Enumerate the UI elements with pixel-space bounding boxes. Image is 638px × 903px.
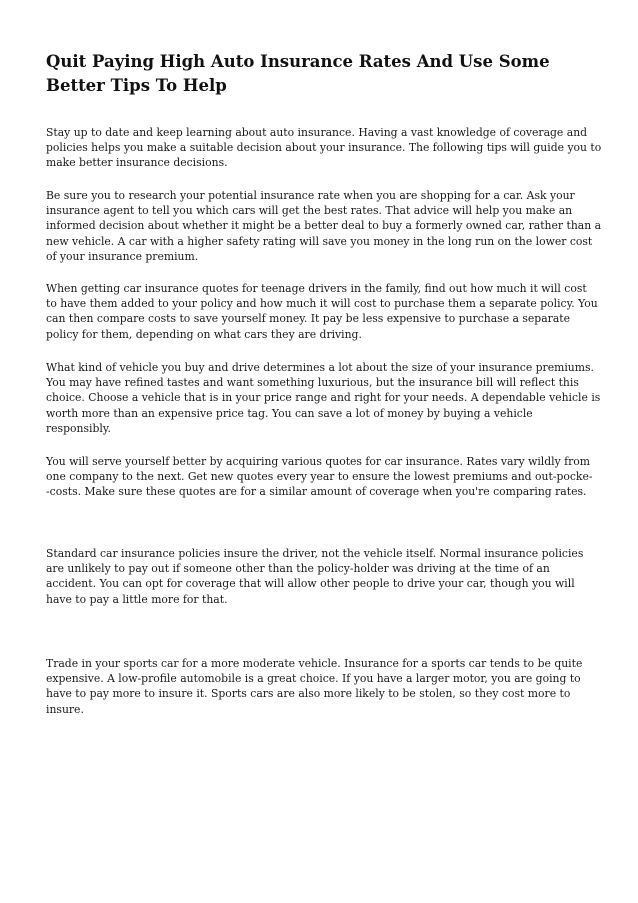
paragraph-line: choice. Choose a vehicle that is in your price range and right for your needs. A dependable vehicle is [46, 391, 601, 405]
paragraph-line: to have them added to your policy and how much it will cost to purchase them a separate policy. You [46, 297, 598, 311]
paragraph-line: Standard car insurance policies insure the driver, not the vehicle itself. Normal insurance policies [46, 547, 584, 560]
paragraph-7 [46, 656, 598, 717]
paragraph-line: can then compare costs to save yourself money. It pay be less expensive to purchase a separate [46, 312, 570, 326]
paragraph-line: have to pay a little more for that. [46, 592, 228, 606]
paragraph-line: of your insurance premium. [46, 249, 199, 263]
paragraph-line: -costs. Make sure these quotes are for a similar amount of coverage when you're comparing rates. [46, 485, 587, 499]
paragraph-line: make better insurance decisions. [46, 156, 228, 170]
paragraph-6 [46, 546, 598, 607]
paragraph-1 [46, 125, 602, 171]
paragraph-line: insurance agent to tell you which cars will get the best rates. That advice will help you make an [46, 204, 573, 218]
paragraph-line: Trade in your sports car for a more moderate vehicle. Insurance for a sports car tends to be quite [46, 657, 583, 670]
paragraph-line: informed decision about whether it might be a better deal to buy a formerly owned car, rather than a [46, 219, 602, 233]
paragraph-line: one company to the next. Get new quotes every year to ensure the lowest premiums and out-pocke- [46, 470, 593, 484]
paragraph-line: Be sure you to research your potential insurance rate when you are shopping for a car. Ask your [46, 189, 575, 202]
paragraph-line: What kind of vehicle you buy and drive determines a lot about the size of your insurance premiums. [46, 361, 594, 374]
paragraph-line: accident. You can opt for coverage that will allow other people to drive your car, though you will [46, 577, 575, 591]
paragraph-line: worth more than an expensive price tag. You can save a lot of money by buying a vehicle [46, 406, 533, 420]
paragraph-line: You will serve yourself better by acquiring various quotes for car insurance. Rates vary wildly from [46, 455, 591, 468]
paragraph-3 [46, 281, 598, 342]
paragraph-line: You may have refined tastes and want something luxurious, but the insurance bill will reflect this [46, 376, 579, 390]
paragraph-line: When getting car insurance quotes for teenage drivers in the family, find out how much it will cost [46, 282, 587, 295]
paragraph-line: policies helps you make a suitable decision about your insurance. The following tips will guide you to [46, 141, 602, 155]
paragraph-line: responsibly. [46, 421, 111, 435]
paragraph-5 [46, 454, 598, 500]
paragraph-line: expensive. A low-profile automobile is a great choice. If you have a larger motor, you are going to [46, 672, 581, 686]
paragraph-line: have to pay more to insure it. Sports cars are also more likely to be stolen, so they cost more to [46, 687, 571, 701]
paragraph-line: insure. [46, 702, 84, 716]
paragraph-line: policy for them, depending on what cars they are driving. [46, 327, 362, 341]
title-line: Quit Paying High Auto Insurance Rates And Use Some [46, 52, 550, 71]
paragraph-line: new vehicle. A car with a higher safety rating will save you money in the long run on the lower cost [46, 234, 593, 248]
paragraph-line: Stay up to date and keep learning about auto insurance. Having a vast knowledge of coverage and [46, 126, 588, 139]
paragraph-2 [46, 188, 602, 264]
title-line: Better Tips To Help [46, 76, 227, 95]
paragraph-line: are unlikely to pay out if someone other than the policy-holder was driving at the time of an [46, 562, 550, 576]
paragraph-4 [46, 360, 601, 436]
document-title [46, 50, 606, 98]
